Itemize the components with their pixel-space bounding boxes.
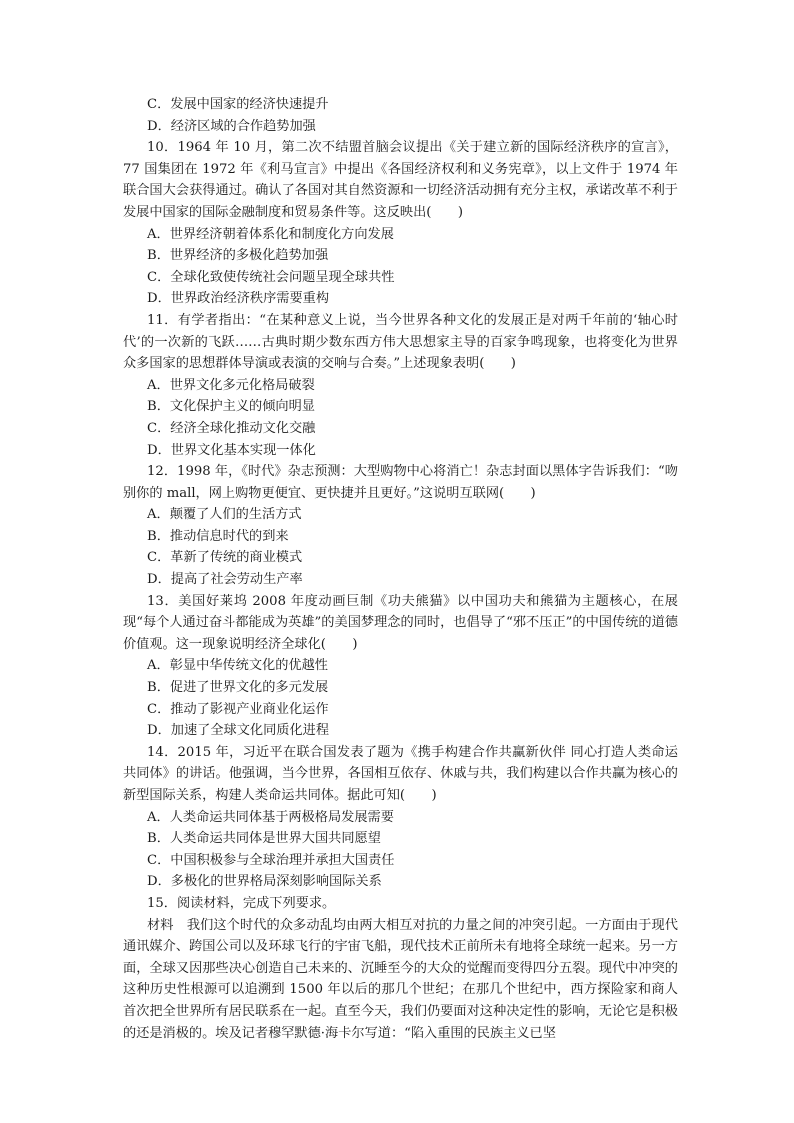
- option-a[interactable]: A．人类命运共同体基于两极格局发展需要: [147, 809, 394, 825]
- option-d[interactable]: D．世界政治经济秩序需要重构: [147, 291, 330, 307]
- question-stem: 15．阅读材料，完成下列要求。: [147, 895, 336, 911]
- leading-options: [123, 94, 678, 137]
- question-13: [123, 591, 678, 742]
- option-a[interactable]: A．颠覆了人们的生活方式: [147, 507, 302, 523]
- option-b[interactable]: B．促进了世界文化的多元发展: [147, 680, 329, 696]
- option-d[interactable]: D．世界文化基本实现一体化: [147, 442, 316, 458]
- question-stem: 10．1964 年 10 月，第二次不结盟首脑会议提出《关于建立新的国际经济秩序的宣言》，77 国集团在 1972 年《利马宣言》中提出《各国经济权利和义务宪章》，以上文件于 1974 年联合国大会获得通过。确认了各国对其自然资源和一切经济活动拥有充分主权，承诺改革不利于发展中国家的国际金融制度和贸易条件等。这反映出( ): [123, 140, 678, 220]
- question-11: [123, 310, 678, 461]
- option-d[interactable]: D．提高了社会劳动生产率: [147, 572, 303, 588]
- option-a[interactable]: A．彰显中华传统文化的优越性: [147, 658, 328, 674]
- option-b[interactable]: B．文化保护主义的倾向明显: [147, 399, 315, 415]
- option-d[interactable]: D．多极化的世界格局深刻影响国际关系: [147, 874, 382, 890]
- option-d-q9[interactable]: D．经济区域的合作趋势加强: [147, 118, 316, 134]
- question-15: [123, 893, 678, 1044]
- question-stem: 13．美国好莱坞 2008 年度动画巨制《功夫熊猫》以中国功夫和熊猫为主题核心，在展现“每个人通过奋斗都能成为英雄”的美国梦理念的同时，也倡导了“邪不压正”的中国传统的道德价值观。这一现象说明经济全球化( ): [123, 593, 678, 652]
- question-stem: 12．1998 年，《时代》杂志预测：大型购物中心将消亡！杂志封面以黑体字告诉我们：“吻别你的 mall，网上购物更便宜、更快捷并且更好。”这说明互联网( ): [123, 464, 678, 501]
- option-a[interactable]: A．世界文化多元化格局破裂: [147, 377, 315, 393]
- option-c[interactable]: C．中国积极参与全球治理并承担大国责任: [147, 852, 395, 868]
- question-12: [123, 461, 678, 591]
- question-14: [123, 742, 678, 893]
- option-a[interactable]: A．世界经济朝着体系化和制度化方向发展: [147, 226, 394, 242]
- option-b[interactable]: B．世界经济的多极化趋势加强: [147, 248, 329, 264]
- exam-page: [123, 94, 678, 1044]
- option-c[interactable]: C．推动了影视产业商业化运作: [147, 701, 329, 717]
- option-c[interactable]: C．经济全球化推动文化交融: [147, 420, 316, 436]
- question-10: [123, 137, 678, 310]
- question-stem: 14．2015 年，习近平在联合国发表了题为《携手构建合作共赢新伙伴 同心打造人类命运共同体》的讲话。他强调，当今世界，各国相互依存、休戚与共，我们构建以合作共赢为核心的新型国际关系，构建人类命运共同体。据此可知( ): [123, 744, 678, 803]
- option-c[interactable]: C．革新了传统的商业模式: [147, 550, 303, 566]
- option-b[interactable]: B．推动信息时代的到来: [147, 528, 289, 544]
- option-b[interactable]: B．人类命运共同体是世界大国共同愿望: [147, 831, 381, 847]
- reading-material: 材料 我们这个时代的众多动乱均由两大相互对抗的力量之间的冲突引起。一方面由于现代通讯媒介、跨国公司以及环球飞行的宇宙飞船，现代技术正前所未有地将全球统一起来。另一方面，全球又因那些决心创造自己未来的、沉睡至今的大众的觉醒而变得四分五裂。现代中冲突的这种历史性根源可以追溯到 1500 年以后的那几个世纪；在那几个世纪中，西方探险家和商人首次把全世界所有居民联系在一起。直至今天，我们仍要面对这种决定性的影响，无论它是积极的还是消极的。埃及记者穆罕默德·海卡尔写道：“陷入重围的民族主义已坚: [123, 917, 678, 1041]
- option-d[interactable]: D．加速了全球文化同质化进程: [147, 723, 330, 739]
- option-c-q9[interactable]: C．发展中国家的经济快速提升: [147, 97, 329, 112]
- option-c[interactable]: C．全球化致使传统社会问题呈现全球共性: [147, 269, 395, 285]
- question-stem: 11．有学者指出：“在某种意义上说，当今世界各种文化的发展正是对两千年前的‘轴心时代’的一次新的飞跃……古典时期少数东西方伟大思想家主导的百家争鸣现象，也将变化为世界众多国家的思想群体导演或表演的交响与合奏。”上述现象表明( ): [123, 312, 678, 372]
